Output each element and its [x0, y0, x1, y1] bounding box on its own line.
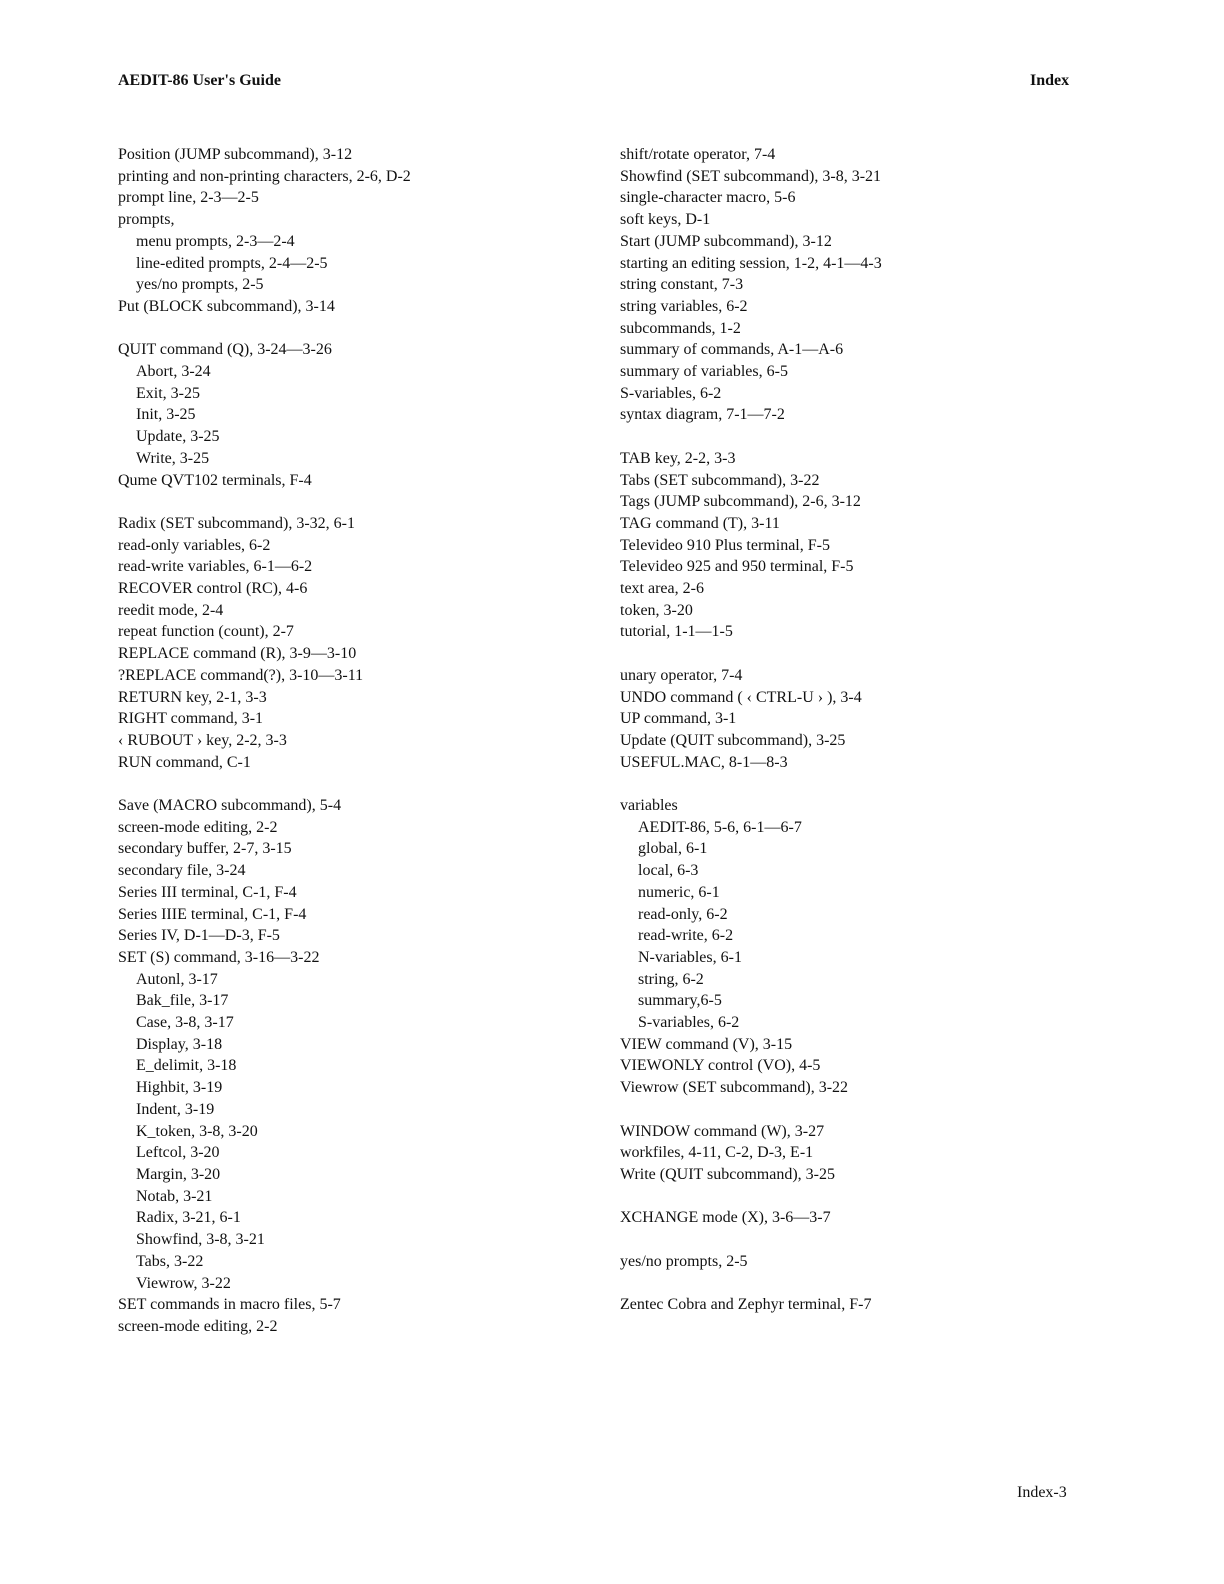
index-subentry: Leftcol, 3-20: [136, 1144, 220, 1162]
index-subentry: Update, 3-25: [136, 428, 220, 446]
index-entry: RECOVER control (RC), 4-6: [118, 580, 308, 598]
index-subentry: Abort, 3-24: [136, 363, 211, 381]
index-entry: text area, 2-6: [620, 580, 704, 598]
index-entry: Start (JUMP subcommand), 3-12: [620, 232, 832, 250]
index-entry: summary of variables, 6-5: [620, 363, 788, 381]
index-subentry: Bak_file, 3-17: [136, 992, 229, 1010]
index-entry: Series IV, D-1—D-3, F-5: [118, 927, 280, 945]
index-subentry: Tabs, 3-22: [136, 1252, 204, 1270]
index-entry: token, 3-20: [620, 601, 693, 619]
index-entry: secondary file, 3-24: [118, 862, 246, 880]
index-entry: Tags (JUMP subcommand), 2-6, 3-12: [620, 493, 861, 511]
index-subentry: S-variables, 6-2: [638, 1014, 740, 1032]
index-entry: string variables, 6-2: [620, 297, 748, 315]
index-entry: Televideo 910 Plus terminal, F-5: [620, 536, 830, 554]
index-entry: WINDOW command (W), 3-27: [620, 1122, 825, 1140]
index-subentry: N-variables, 6-1: [638, 948, 742, 966]
index-subentry: Autonl, 3-17: [136, 970, 218, 988]
index-entry: Series IIIE terminal, C-1, F-4: [118, 905, 307, 923]
index-subentry: Notab, 3-21: [136, 1187, 213, 1205]
index-subentry: K_token, 3-8, 3-20: [136, 1122, 258, 1140]
index-subentry: local, 6-3: [638, 862, 699, 880]
index-entry: SET (S) command, 3-16—3-22: [118, 948, 320, 966]
index-entry: VIEW command (V), 3-15: [620, 1035, 793, 1053]
index-entry: reedit mode, 2-4: [118, 601, 224, 619]
index-entry: RIGHT command, 3-1: [118, 710, 264, 728]
index-entry: secondary buffer, 2-7, 3-15: [118, 840, 292, 858]
index-subentry: Init, 3-25: [136, 406, 196, 424]
index-entry: RUN command, C-1: [118, 753, 251, 771]
index-entry: workfiles, 4-11, C-2, D-3, E-1: [620, 1144, 814, 1162]
index-entry: read-write variables, 6-1—6-2: [118, 558, 313, 576]
index-subentry: read-write, 6-2: [638, 927, 734, 945]
index-entry: Qume QVT102 terminals, F-4: [118, 471, 312, 489]
index-entry: syntax diagram, 7-1—7-2: [620, 406, 785, 424]
index-entry: Save (MACRO subcommand), 5-4: [118, 797, 342, 815]
index-entry: screen-mode editing, 2-2: [118, 818, 278, 836]
index-entry: single-character macro, 5-6: [620, 189, 796, 207]
index-entry: summary of commands, A-1—A-6: [620, 341, 844, 359]
index-subentry: menu prompts, 2-3—2-4: [136, 232, 295, 250]
index-subentry: Write, 3-25: [136, 449, 210, 467]
index-entry: prompts,: [118, 211, 175, 229]
index-entry: prompt line, 2-3—2-5: [118, 189, 259, 207]
index-subentry: yes/no prompts, 2-5: [136, 276, 264, 294]
index-entry: USEFUL.MAC, 8-1—8-3: [620, 753, 788, 771]
index-subentry: global, 6-1: [638, 840, 708, 858]
running-header-section: Index: [1030, 72, 1070, 89]
index-subentry: Margin, 3-20: [136, 1166, 221, 1183]
index-subentry: summary,6-5: [638, 992, 722, 1010]
page-number: Index-3: [1017, 1484, 1067, 1501]
index-entry: Zentec Cobra and Zephyr terminal, F-7: [620, 1296, 872, 1314]
index-entry: Tabs (SET subcommand), 3-22: [620, 471, 820, 489]
index-entry: QUIT command (Q), 3-24—3-26: [118, 341, 332, 359]
index-entry: printing and non-printing characters, 2-6, D-2: [118, 167, 411, 185]
index-entry: unary operator, 7-4: [620, 666, 743, 684]
index-entry: subcommands, 1-2: [620, 319, 741, 337]
index-entry: Televideo 925 and 950 terminal, F-5: [620, 558, 854, 576]
index-subentry: E_delimit, 3-18: [136, 1057, 237, 1075]
index-entry: starting an editing session, 1-2, 4-1—4-3: [620, 254, 882, 272]
index-subentry: AEDIT-86, 5-6, 6-1—6-7: [638, 818, 802, 836]
index-entry: repeat function (count), 2-7: [118, 623, 294, 641]
index-entry: yes/no prompts, 2-5: [620, 1252, 748, 1270]
index-entry: Viewrow (SET subcommand), 3-22: [620, 1079, 849, 1097]
index-entry: Update (QUIT subcommand), 3-25: [620, 731, 846, 749]
index-entry: ‹ RUBOUT › key, 2-2, 3-3: [118, 731, 287, 749]
index-subentry: Exit, 3-25: [136, 384, 200, 402]
index-entry: TAB key, 2-2, 3-3: [620, 449, 736, 467]
index-entry: REPLACE command (R), 3-9—3-10: [118, 645, 357, 663]
index-subentry: Display, 3-18: [136, 1035, 223, 1053]
index-entry: VIEWONLY control (VO), 4-5: [620, 1057, 821, 1075]
index-entry: shift/rotate operator, 7-4: [620, 146, 776, 163]
index-entry: UNDO command ( ‹ CTRL-U › ), 3-4: [620, 688, 862, 706]
index-entry: XCHANGE mode (X), 3-6—3-7: [620, 1209, 831, 1227]
index-entry: Series III terminal, C-1, F-4: [118, 883, 297, 901]
index-entry: variables: [620, 797, 678, 815]
index-entry: TAG command (T), 3-11: [620, 514, 780, 532]
index-entry: read-only variables, 6-2: [118, 536, 271, 554]
index-subentry: Viewrow, 3-22: [136, 1274, 231, 1292]
index-entry: RETURN key, 2-1, 3-3: [118, 688, 267, 706]
index-entry: ?REPLACE command(?), 3-10—3-11: [118, 666, 364, 684]
index-entry: soft keys, D-1: [620, 211, 711, 229]
index-subentry: numeric, 6-1: [638, 883, 720, 901]
index-entry: tutorial, 1-1—1-5: [620, 623, 733, 641]
index-entry: S-variables, 6-2: [620, 384, 722, 402]
running-header-title: AEDIT-86 User's Guide: [118, 72, 281, 89]
index-entry: Write (QUIT subcommand), 3-25: [620, 1165, 836, 1183]
index-entry: string constant, 7-3: [620, 276, 744, 294]
index-entry: UP command, 3-1: [620, 710, 737, 728]
index-subentry: Highbit, 3-19: [136, 1079, 223, 1097]
index-subentry: Case, 3-8, 3-17: [136, 1014, 234, 1032]
index-subentry: line-edited prompts, 2-4—2-5: [136, 254, 328, 272]
index-entry: Showfind (SET subcommand), 3-8, 3-21: [620, 167, 882, 185]
index-entry: Radix (SET subcommand), 3-32, 6-1: [118, 514, 356, 532]
index-subentry: read-only, 6-2: [638, 905, 728, 923]
index-entry: screen-mode editing, 2-2: [118, 1317, 278, 1335]
index-subentry: Radix, 3-21, 6-1: [136, 1209, 241, 1227]
index-entry: Put (BLOCK subcommand), 3-14: [118, 297, 335, 315]
index-subentry: Showfind, 3-8, 3-21: [136, 1231, 265, 1249]
index-column-right: [620, 144, 1100, 1316]
index-entry: SET commands in macro files, 5-7: [118, 1296, 341, 1314]
index-subentry: Indent, 3-19: [136, 1100, 215, 1118]
index-entry: Position (JUMP subcommand), 3-12: [118, 146, 353, 163]
index-subentry: string, 6-2: [638, 970, 704, 988]
index-column-left: [118, 144, 598, 1338]
